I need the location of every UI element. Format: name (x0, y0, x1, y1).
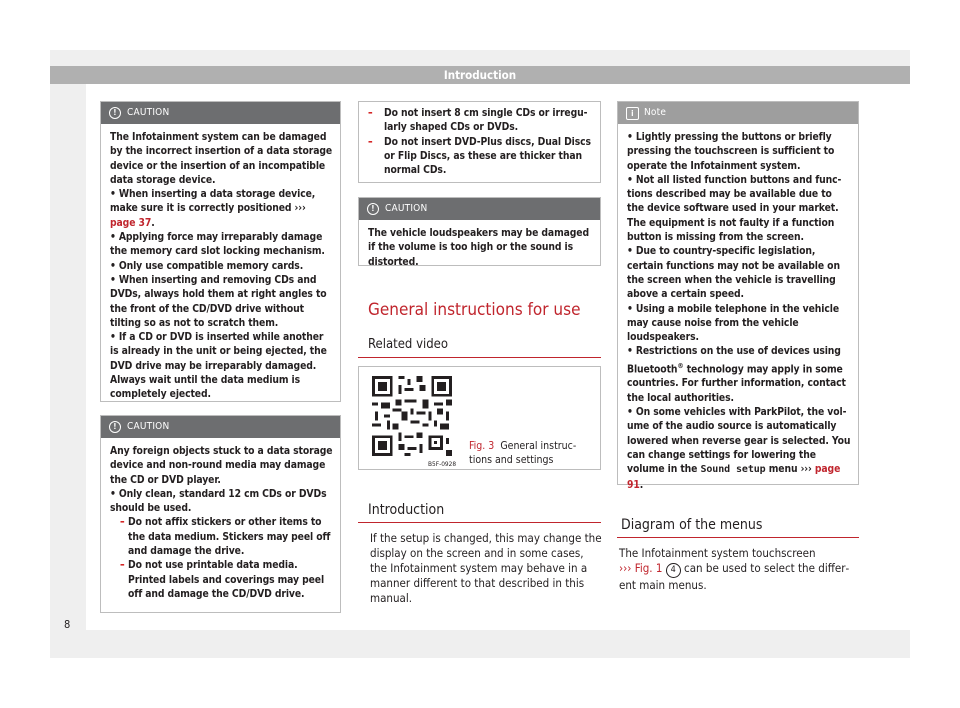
bullet-item: • If a CD or DVD is inserted while another is already in the unit or being ejected, the DVD drive may be irreparably damaged. Always wait until the data medium is completely ejected. (110, 331, 327, 401)
bullet-item: • Restrictions on the use of devices using Bluetooth® technology may apply in some countries. For further information, contact the local authorities. (627, 345, 846, 404)
bullet-item: • Applying force may irreparably damage the memory card slot locking mechanism. (110, 231, 325, 258)
page-link[interactable]: page 91 (627, 463, 841, 491)
divider (358, 357, 601, 358)
note-body (618, 124, 858, 498)
dash-item: – Do not insert DVD-Plus discs, Dual Discs or Flip Discs, as these are thicker than normal CDs. (368, 135, 591, 177)
warning-icon: ! (109, 107, 121, 119)
warning-icon: ! (109, 421, 121, 433)
bullet-item: • Only clean, standard 12 cm CDs or DVDs should be used. (110, 487, 327, 515)
note-box (617, 101, 859, 491)
caution-header: ! CAUTION (359, 198, 600, 220)
related-video-label: Related video (368, 337, 449, 352)
caution-header: ! CAUTION (101, 416, 340, 438)
caution-box-2 (100, 415, 341, 613)
bullet-item: • Lightly pressing the buttons or briefly pressing the touchscreen is sufficient to operate the Infotainment system. (627, 131, 835, 172)
figure-code: B5F-0928 (428, 460, 457, 468)
intro-paragraph: If the setup is changed, this may change the display on the screen and in some cases, the Infotainment system may behave in a manner different to that described in this manual. (370, 531, 602, 605)
bullet-item: • Not all listed function buttons and functions described may be available due to the device software used in your market. The equipment is not faulty if a function button is missing from the screen. (627, 173, 842, 244)
section-heading: General instructions for use (368, 300, 581, 320)
continued-caution-box (358, 101, 601, 183)
dash-item: – Do not affix stickers or other items to the data medium. Stickers may peel off and damage the drive. (120, 516, 331, 558)
figure-caption: Fig. 3 General instructions and settings (469, 440, 577, 466)
caution-body: The vehicle loudspeakers may be damaged if the volume is too high or the sound is distorted. (368, 227, 590, 268)
note-header: i Note (618, 102, 858, 124)
diagram-paragraph: The Infotainment system touchscreen ››› Fig. 1 4 can be used to select the different main menus. (619, 546, 850, 592)
caution-body: Any foreign objects stuck to a data storage device and non-round media may damage the CD or DVD player. • Only clean, standard 12 cm CDs or DVDs should be used. – Do not affix stickers or other items to the data medium. Stickers may peel off and damage the drive. – Do not use printable data media. Printed labels and coverings may peel off and damage the CD/DVD drive. (110, 445, 333, 600)
figure-3 (358, 366, 601, 470)
bullet-item: • Due to country-specific legislation, certain functions may not be available on the screen when the vehicle is travelling above a certain speed. (627, 245, 840, 301)
page-link[interactable]: page 37 (110, 216, 152, 229)
caution-body (359, 102, 600, 183)
qr-code-icon[interactable] (369, 373, 455, 459)
menu-name: Sound setup (700, 464, 766, 476)
caution-box-3 (358, 197, 601, 266)
caution-box-1 (100, 101, 341, 402)
bullet-item: • When inserting a data storage device, make sure it is correctly positioned ››› page 37. (110, 188, 316, 229)
bullet-item: • On some vehicles with ParkPilot, the volume of the audio source is automatically lowered when reverse gear is selected. You can change settings for lowering the volume in the Sound setup menu ››› page 91. (627, 406, 851, 491)
bullet-item: • When inserting and removing CDs and DVDs, always hold them at right angles to the front of the CD/DVD drive without tilting so as not to scratch them. (110, 273, 327, 329)
figure-link[interactable]: Fig. 1 (634, 561, 663, 575)
callout-number: 4 (666, 563, 681, 578)
divider (358, 522, 601, 523)
info-icon: i (626, 107, 639, 120)
caution-body: The Infotainment system can be damaged by the incorrect insertion of a data storage device or the insertion of an incompatible data storage device. • When inserting a data storage device, make sure it is correctly positioned ››› page 37. • Applying force may irreparably damage the memory card slot locking mechanism. • Only use compatible memory cards. • When inserting and removing CDs and DVDs, always hold them at right angles to the front of the CD/DVD drive without tilting so as not to scratch them. • If a CD or DVD is inserted while another is already in the unit or being ejected, the DVD drive may be irreparably damaged. Always wait until the data medium is completely ejected. (110, 131, 333, 401)
page-number: 8 (64, 618, 71, 631)
intro-heading: Introduction (368, 502, 445, 518)
divider (617, 537, 859, 538)
bullet-item: • Only use compatible memory cards. (110, 259, 304, 272)
caution-header: ! CAUTION (101, 102, 340, 124)
page-header: Introduction (50, 66, 910, 84)
dash-item: – Do not use printable data media. Printed labels and coverings may peel off and damage the CD/DVD drive. (120, 559, 325, 600)
bullet-item: • Using a mobile telephone in the vehicle may cause noise from the vehicle loudspeakers. (627, 302, 839, 344)
warning-icon: ! (367, 203, 379, 215)
dash-item: – Do not insert 8 cm single CDs or irregularly shaped CDs or DVDs. (368, 107, 588, 134)
diagram-heading: Diagram of the menus (621, 517, 763, 533)
